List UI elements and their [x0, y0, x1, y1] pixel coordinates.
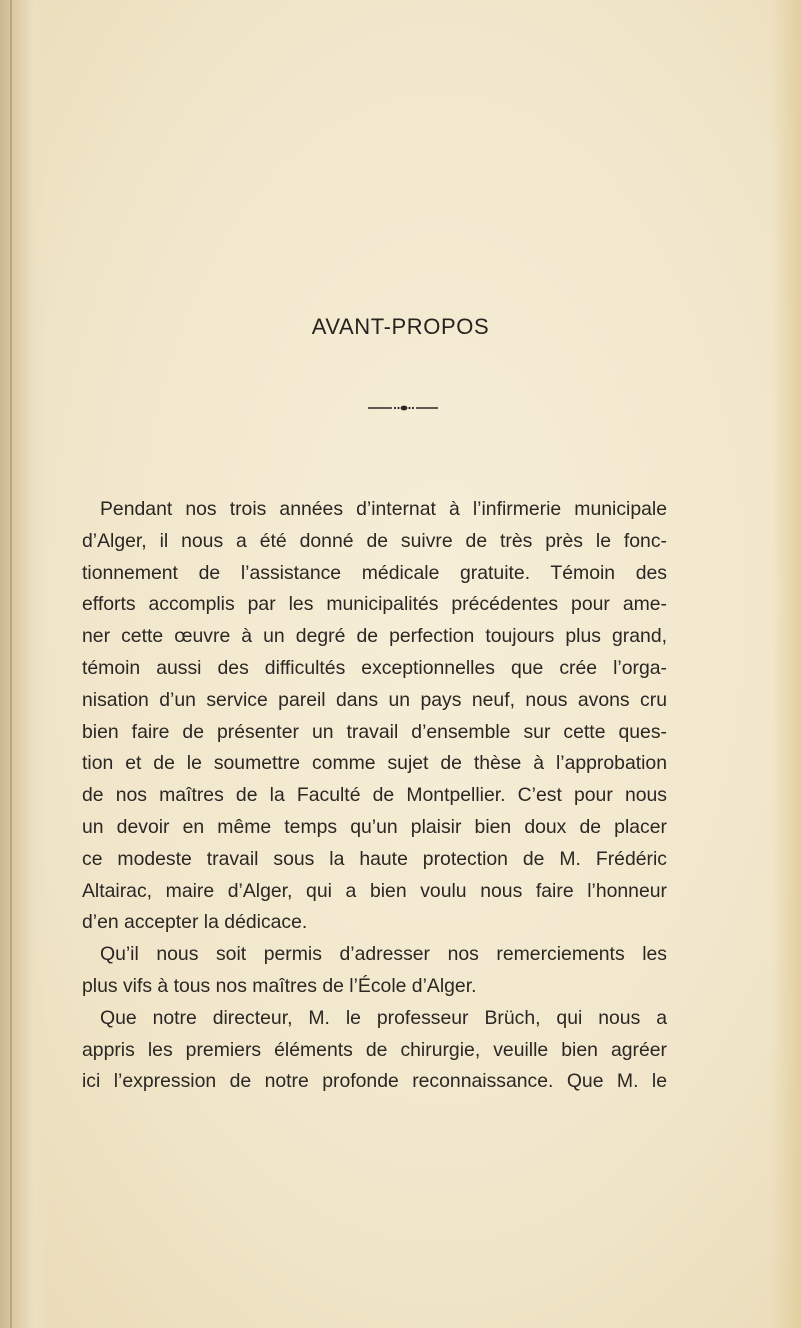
page-spine-shadow: [0, 0, 48, 1328]
body-text: [82, 494, 667, 1098]
text-line: ce modeste travail sous la haute protection de M. Frédéric: [82, 847, 667, 870]
text-line: ici l’expression de notre profonde reconnaissance. Que M. le: [82, 1070, 667, 1093]
text-line: bien faire de présenter un travail d’ensemble sur cette ques-: [82, 720, 667, 743]
text-line: témoin aussi des difficultés exceptionnelles que crée l’orga-: [82, 656, 667, 679]
text-line: efforts accomplis par les municipalités précédentes pour ame-: [82, 593, 667, 616]
text-line: appris les premiers éléments de chirurgie, veuille bien agréer: [82, 1038, 667, 1061]
text-line: Qu’il nous soit permis d’adresser nos remerciements les: [100, 943, 667, 966]
text-line: ner cette œuvre à un degré de perfection toujours plus grand,: [82, 625, 667, 648]
text-line: d’Alger, il nous a été donné de suivre de très près le fonc-: [82, 529, 667, 552]
text-line: un devoir en même temps qu’un plaisir bien doux de placer: [82, 815, 667, 838]
text-line: de nos maîtres de la Faculté de Montpellier. C’est pour nous: [82, 784, 667, 807]
text-line: Que notre directeur, M. le professeur Brüch, qui nous a: [100, 1006, 667, 1029]
text-line: nisation d’un service pareil dans un pays neuf, nous avons cru: [82, 688, 667, 711]
text-line: Pendant nos trois années d’internat à l’infirmerie municipale: [100, 498, 667, 520]
page-edge-shadow: [771, 0, 801, 1328]
ornament-divider-icon: [368, 404, 438, 412]
page-spine-edge: [10, 0, 12, 1328]
text-line: tionnement de l’assistance médicale gratuite. Témoin des: [82, 561, 667, 584]
text-line: tion et de le soumettre comme sujet de thèse à l’approbation: [82, 752, 667, 775]
page-title: AVANT-PROPOS: [311, 314, 490, 339]
text-line: Altairac, maire d’Alger, qui a bien voulu nous faire l’honneur: [82, 879, 667, 902]
text-line: plus vifs à tous nos maîtres de l’École d’Alger.: [82, 974, 477, 997]
text-line: d’en accepter la dédicace.: [82, 911, 308, 934]
